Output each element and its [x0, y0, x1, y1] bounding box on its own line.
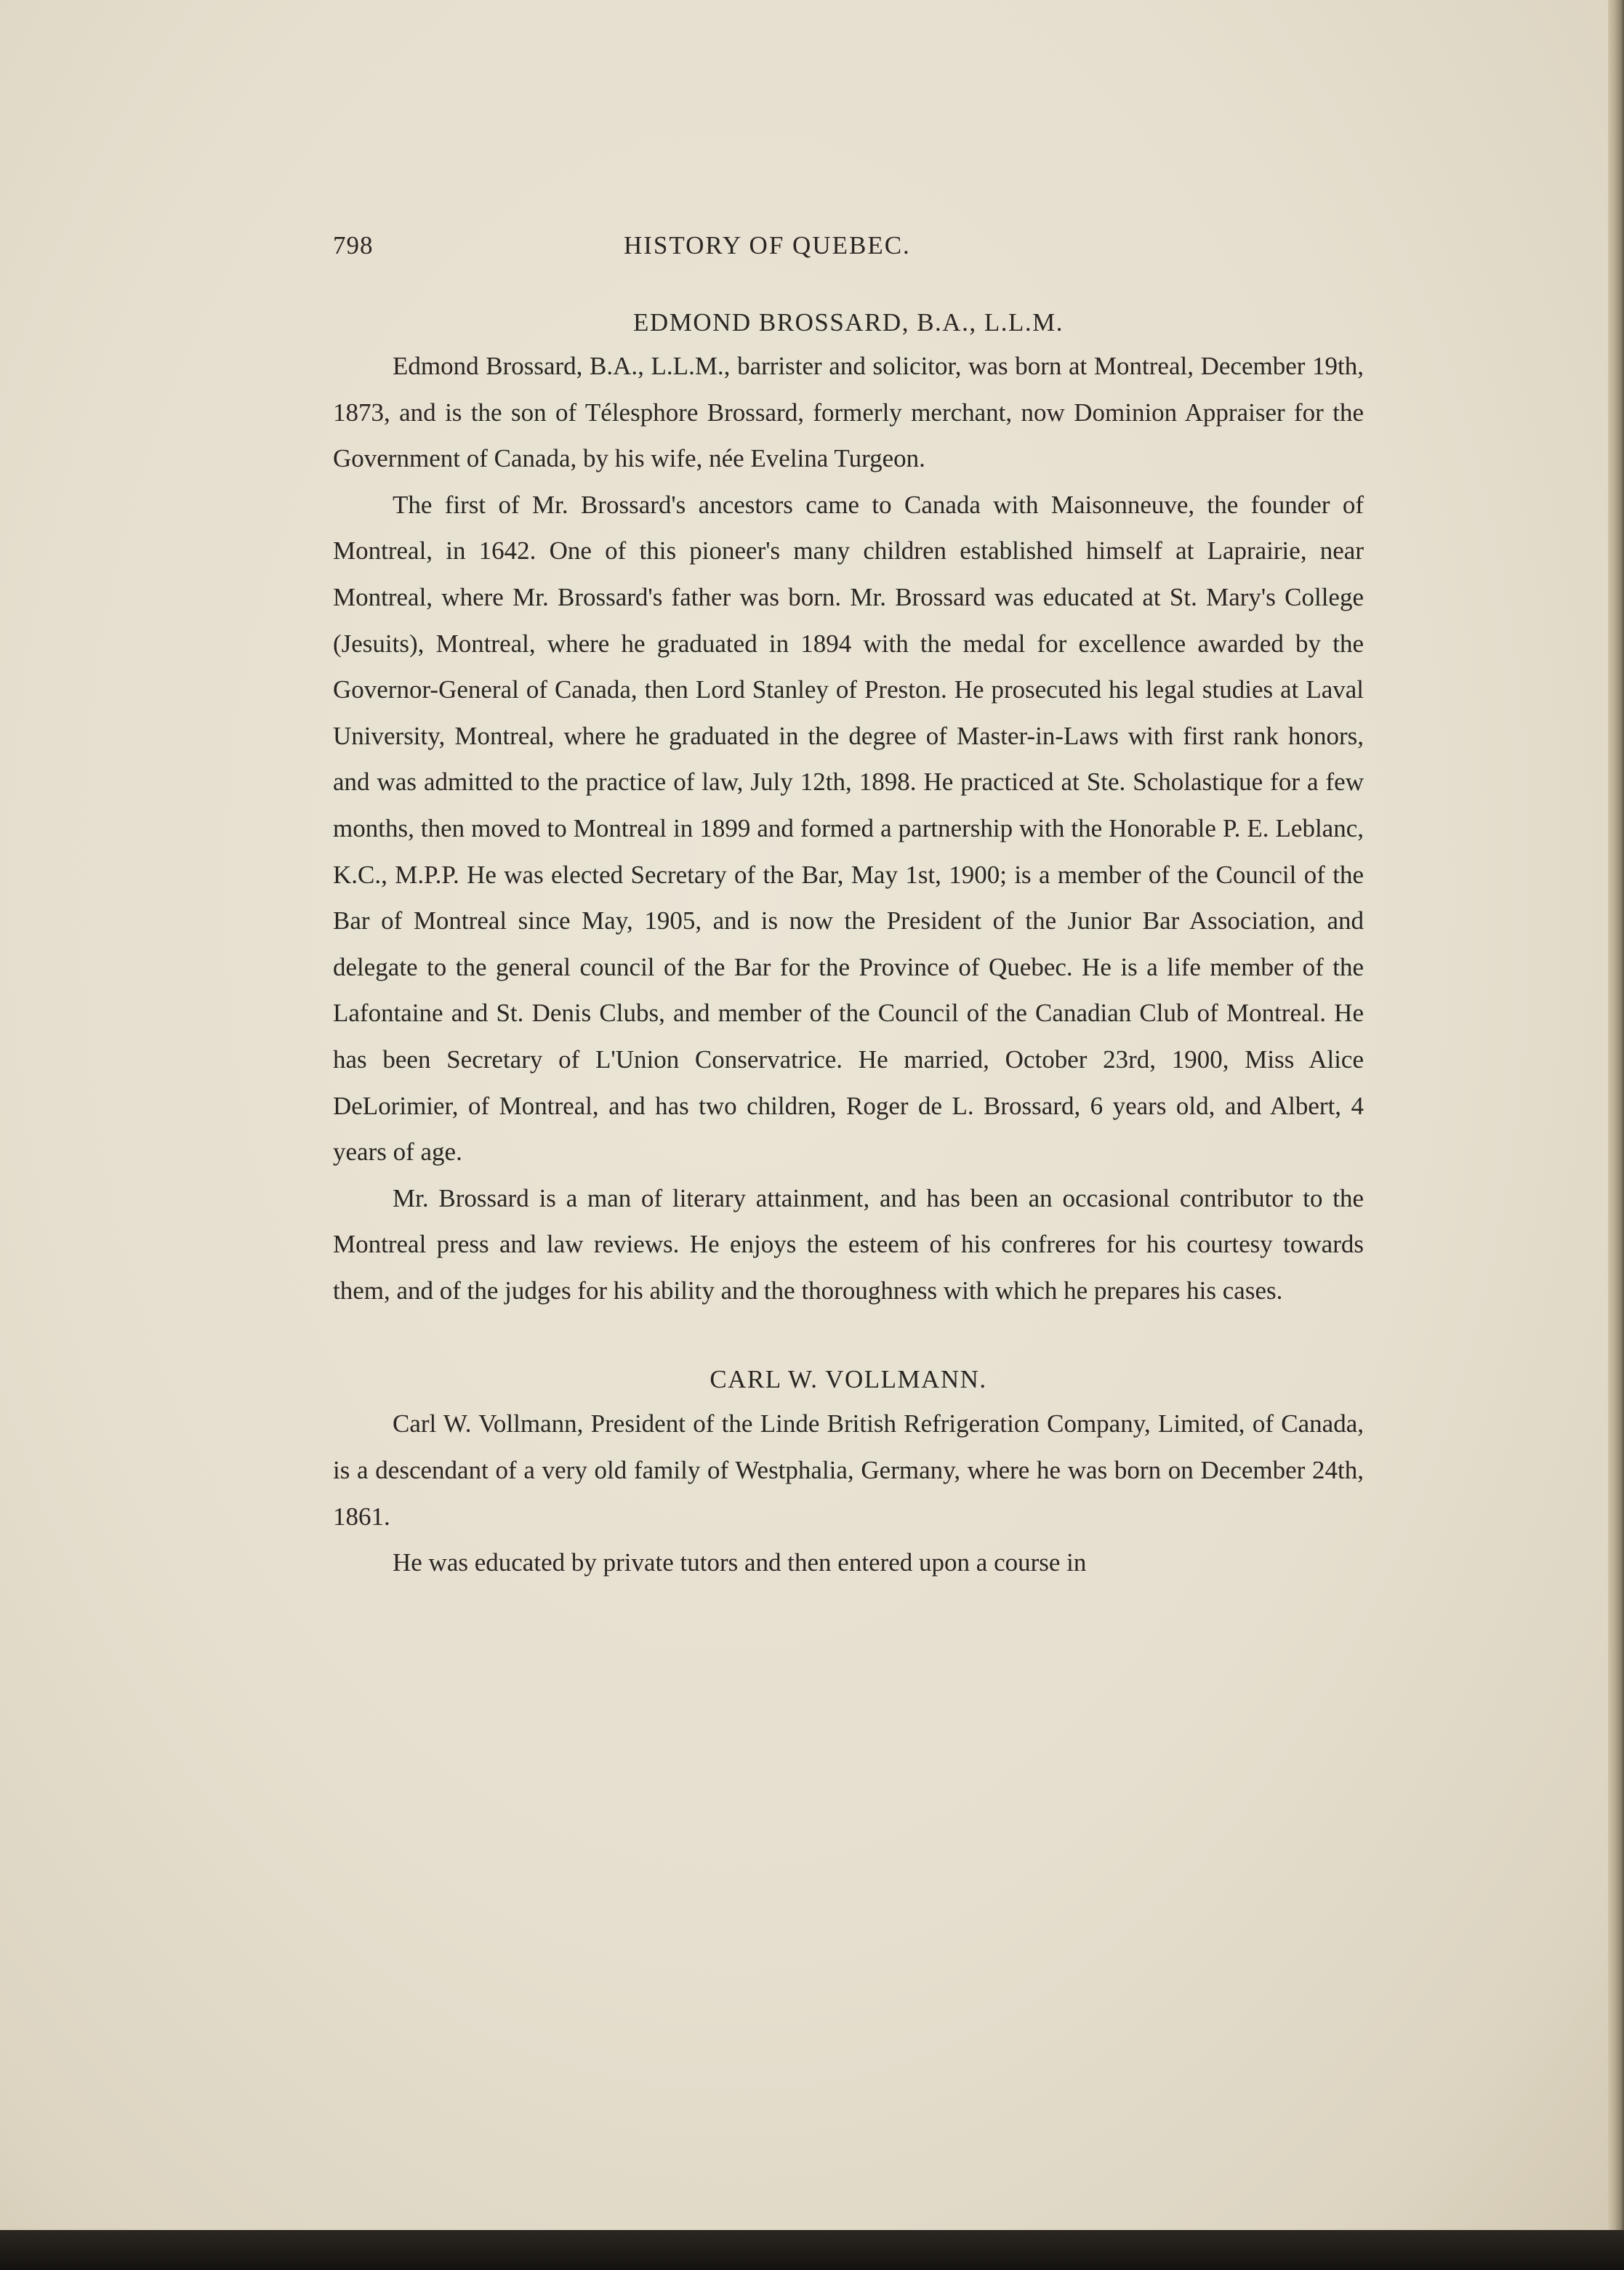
page-number: 798	[333, 231, 374, 259]
paragraph: Edmond Brossard, B.A., L.L.M., barrister and solicitor, was born at Montreal, December 19th, 1873, and is the son of Télesphore Brossard, formerly merchant, now Dominion Appraiser for the Government of Canada, by his wife, née Evelina Turgeon.	[333, 352, 1364, 473]
paragraph: Carl W. Vollmann, President of the Linde British Refrigeration Company, Limited, of Canada, is a descendant of a very old family of Westphalia, Germany, where he was born on December 24th, 1861.	[333, 1409, 1364, 1531]
paragraph: Mr. Brossard is a man of literary attainment, and has been an occasional contributor to the Montreal press and law reviews. He enjoys the esteem of his confreres for his courtesy towards them, and of the judges for his ability and the thoroughness with which he prepares his cases.	[333, 1183, 1364, 1305]
page-edge-shadow	[1608, 0, 1624, 2230]
paragraph: He was educated by private tutors and then entered upon a course in	[393, 1548, 1087, 1577]
paragraph: The first of Mr. Brossard's ancestors came to Canada with Maisonneuve, the founder of Montreal, in 1642. One of this pioneer's many children established himself at Laprairie, near Montreal, where Mr. Brossard's father was born. Mr. Brossard was educated at St. Mary's College (Jesuits), Montreal, where he graduated in 1894 with the medal for excellence awarded by the Governor-General of Canada, then Lord Stanley of Preston. He prosecuted his legal studies at Laval University, Montreal, where he graduated in the degree of Master-in-Laws with first rank honors, and was admitted to the practice of law, July 12th, 1898. He practiced at Ste. Scholastique for a few months, then moved to Montreal in 1899 and formed a partnership with the Honorable P. E. Leblanc, K.C., M.P.P. He was elected Secretary of the Bar, May 1st, 1900; is a member of the Council of the Bar of Montreal since May, 1905, and is now the President of the Junior Bar Association, and delegate to the general council of the Bar for the Province of Quebec. He is a life member of the Lafontaine and St. Denis Clubs, and member of the Council of the Canadian Club of Montreal. He has been Secretary of L'Union Conservatrice. He married, October 23rd, 1900, Miss Alice DeLorimier, of Montreal, and has two children, Roger de L. Brossard, 6 years old, and Albert, 4 years of age.	[333, 490, 1364, 1167]
running-title: HISTORY OF QUEBEC.	[624, 231, 911, 259]
section-heading-vollmann: CARL W. VOLLMANN.	[710, 1365, 987, 1394]
section-heading-brossard: EDMOND BROSSARD, B.A., L.L.M.	[633, 308, 1064, 337]
scan-bottom-border	[0, 2230, 1624, 2270]
running-head	[333, 231, 1364, 270]
page-text	[333, 231, 1364, 1586]
